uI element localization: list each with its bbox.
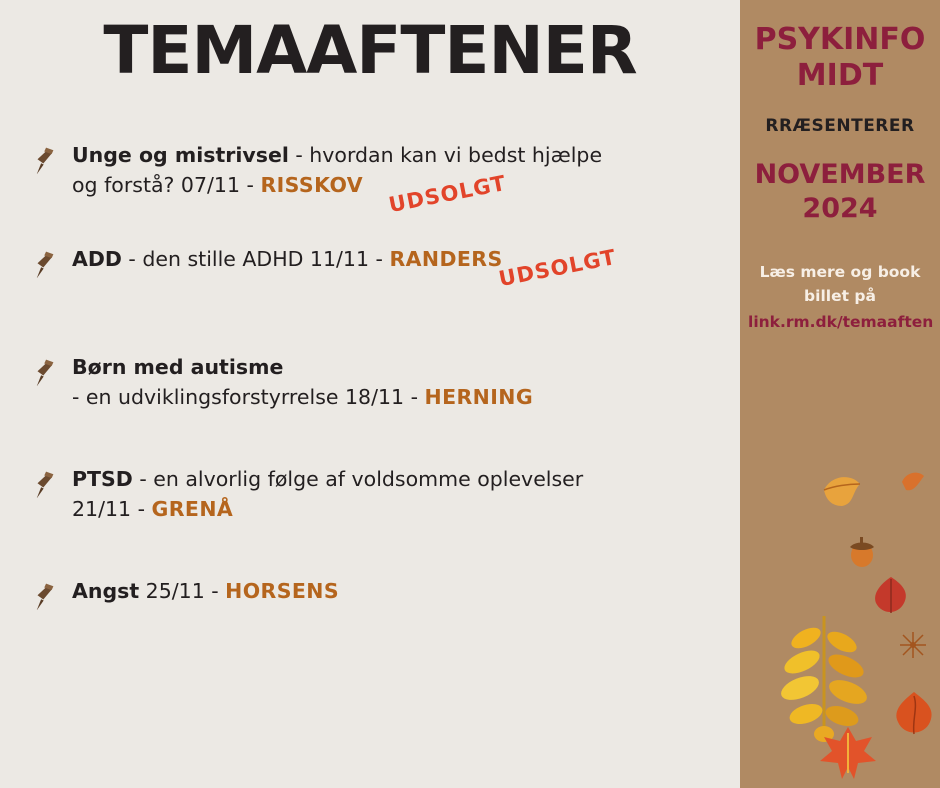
- pushpin-icon: [30, 468, 64, 498]
- status-badge: UDSOLGT: [386, 170, 509, 218]
- event-list: [30, 140, 720, 672]
- date-block: [740, 158, 940, 226]
- brand-line-2: MIDT: [796, 58, 884, 93]
- event-location: RANDERS: [389, 247, 503, 271]
- page-title: TEMAAFTENER: [103, 12, 637, 89]
- month-label: NOVEMBER: [754, 159, 926, 190]
- event-location: HERNING: [424, 385, 534, 409]
- leaf-icon: [890, 690, 938, 744]
- booking-info: [740, 260, 940, 334]
- event-line-2: [72, 382, 720, 412]
- event-title: Unge og mistrivsel: [72, 143, 289, 167]
- event-detail: - en alvorlig følge af voldsomme oplevelser: [132, 467, 584, 491]
- list-item[interactable]: [30, 464, 720, 524]
- year-label: 2024: [802, 193, 878, 224]
- status-badge: UDSOLGT: [496, 244, 619, 292]
- event-line-1: [72, 140, 720, 170]
- presents-label: RRÆSENTERER: [765, 116, 915, 136]
- event-line-2: [72, 494, 720, 524]
- acorn-icon: [845, 535, 879, 573]
- event-location: RISSKOV: [260, 173, 363, 197]
- event-detail: - hvordan kan vi bedst hjælpe: [288, 143, 603, 167]
- leaf-icon: [870, 575, 912, 621]
- brand-line-1: PSYKINFO: [754, 22, 926, 57]
- event-title: PTSD: [72, 467, 133, 491]
- list-item[interactable]: [30, 244, 720, 296]
- event-line-1: [72, 464, 720, 494]
- pushpin-icon: [30, 144, 64, 174]
- pushpin-icon: [30, 356, 64, 386]
- event-title: ADD: [72, 247, 122, 271]
- event-title: Angst: [72, 579, 140, 603]
- event-line-1: [72, 244, 720, 274]
- event-detail: 25/11 -: [139, 579, 226, 603]
- event-detail-cont: og forstå? 07/11 -: [72, 173, 261, 197]
- event-detail-cont: - en udviklingsforstyrrelse 18/11 -: [72, 385, 425, 409]
- event-line-1: [72, 352, 720, 382]
- event-detail: - den stille ADHD 11/11 -: [121, 247, 390, 271]
- leaf-icon: [820, 470, 864, 514]
- brand-name: [740, 22, 940, 94]
- booking-text: Læs mere og book billet på: [759, 263, 921, 305]
- leaf-icon: [898, 630, 928, 664]
- list-item[interactable]: [30, 352, 720, 412]
- leaf-icon: [818, 725, 878, 787]
- pushpin-icon: [30, 248, 64, 278]
- event-title: Børn med autisme: [72, 355, 284, 379]
- pushpin-icon: [30, 580, 64, 610]
- leaf-icon: [900, 468, 926, 498]
- list-item[interactable]: [30, 576, 720, 628]
- event-line-1: [72, 576, 720, 606]
- event-location: GRENÅ: [151, 497, 234, 521]
- poster-sidebar: [740, 0, 940, 788]
- event-location: HORSENS: [225, 579, 340, 603]
- list-item[interactable]: [30, 140, 720, 218]
- event-detail-cont: 21/11 -: [72, 497, 152, 521]
- booking-link[interactable]: link.rm.dk/temaaften: [748, 313, 934, 331]
